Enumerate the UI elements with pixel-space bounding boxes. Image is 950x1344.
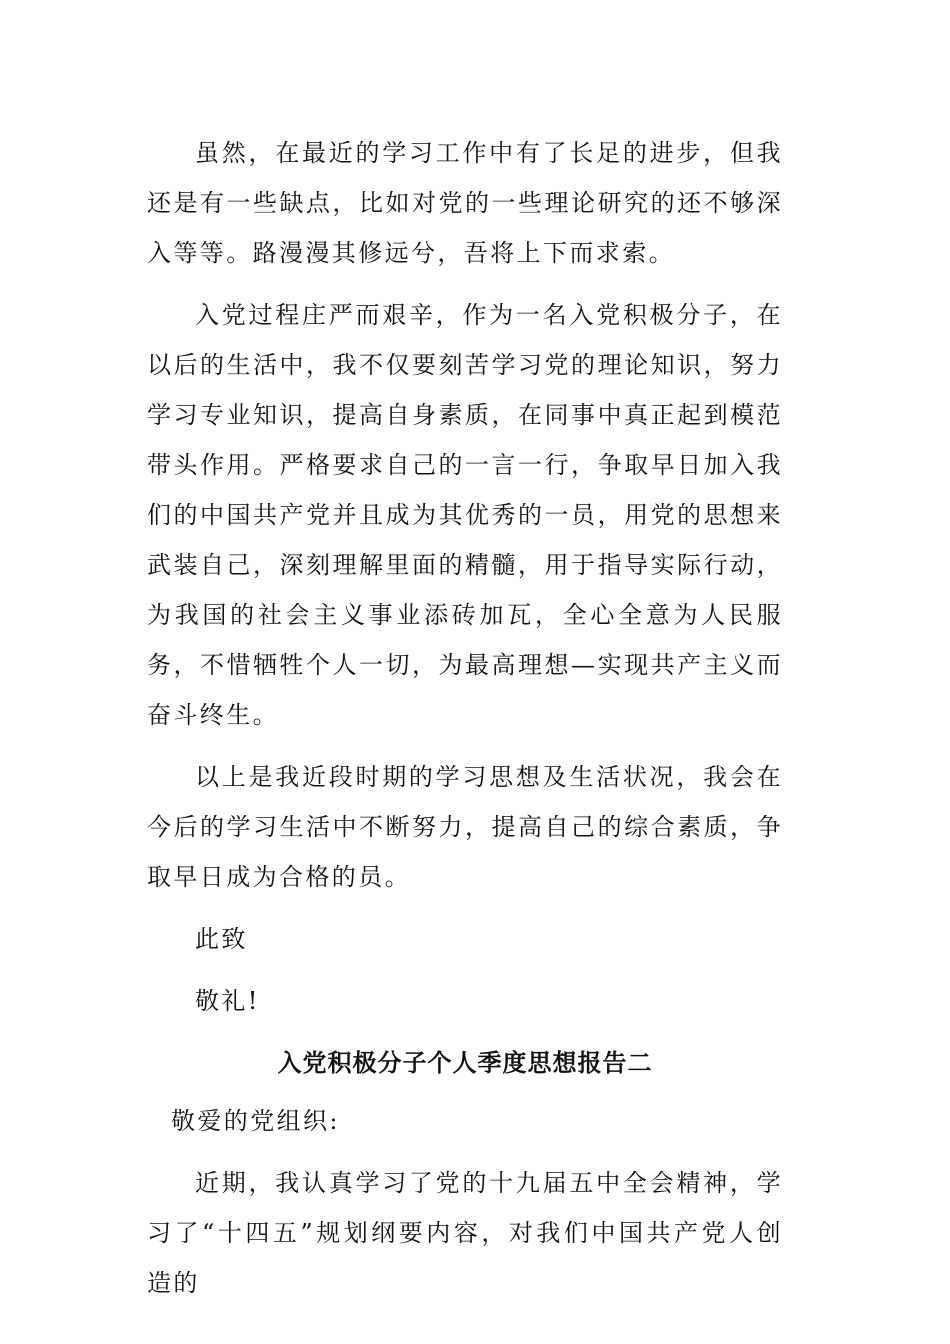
paragraph-recent-study: 近期，我认真学习了党的十九届五中全会精神，学习了“十四五”规划纲要内容，对我们中国共产党人创造的 [147, 1169, 783, 1297]
paragraph-summary: 以上是我近段时期的学习思想及生活状况，我会在今后的学习生活中不断努力，提高自己的综合素质，争取早日成为合格的员。 [147, 763, 783, 891]
paragraph-shortcomings: 虽然，在最近的学习工作中有了长足的进步，但我还是有一些缺点，比如对党的一些理论研究的还不够深入等等。路漫漫其修远兮，吾将上下而求索。 [147, 139, 783, 267]
document-body [147, 128, 783, 1320]
paragraph-party-joining: 入党过程庄严而艰辛，作为一名入党积极分子，在以后的生活中，我不仅要刻苦学习党的理论知识，努力学习专业知识，提高自身素质，在同事中真正起到模范带头作用。严格要求自己的一言一行，争取早日加入我们的中国共产党并且成为其优秀的一员，用党的思想来武装自己，深刻理解里面的精髓，用于指导实际行动，为我国的社会主义事业添砖加瓦，全心全意为人民服务，不惜牺牲个人一切，为最高理想—实现共产主义而奋斗终生。 [147, 301, 783, 729]
closing-jingli: 敬礼! [195, 987, 260, 1015]
closing-cizhi: 此致 [195, 925, 248, 953]
section-title: 入党积极分子个人季度思想报告二 [277, 1049, 653, 1077]
salutation: 敬爱的党组织: [171, 1107, 340, 1135]
